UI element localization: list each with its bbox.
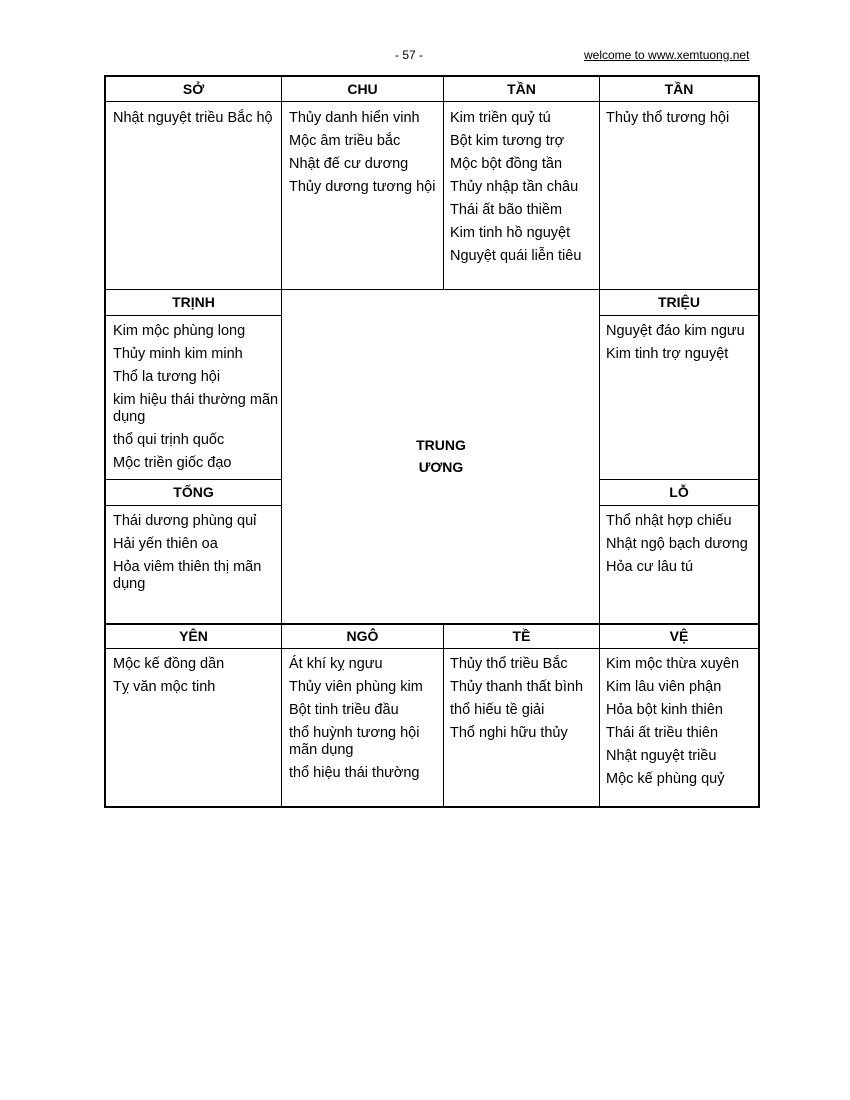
list-item: Thổ la tương hội (113, 369, 221, 385)
row-divider (106, 648, 758, 649)
list-item: thổ hiệu thái thường (289, 765, 420, 781)
list-item: Kim mộc thừa xuyên (606, 656, 740, 672)
list-item: Mộc âm triều bắc (289, 133, 401, 149)
list-item: Thủy thổ tương hội (606, 110, 730, 126)
column-divider (599, 77, 600, 806)
row-divider (106, 505, 281, 506)
list-item: Kim triền quỷ tú (450, 110, 551, 126)
cell-ngo (289, 656, 441, 788)
cell-so (113, 110, 278, 133)
header-te: TỀ (512, 628, 531, 644)
list-item: kim hiệu thái thường mãn dụng (113, 392, 279, 425)
list-item: Thái ất triều thiên (606, 725, 719, 741)
region-table (104, 75, 760, 808)
cell-trieu (606, 323, 751, 369)
list-item: Tỵ văn mộc tinh (113, 679, 216, 695)
list-item: Mộc kế phùng quỷ (606, 771, 725, 787)
cell-chu (289, 110, 441, 202)
cell-tan-1 (450, 110, 598, 271)
list-item: Thủy minh kim minh (113, 346, 243, 362)
header-chu: CHU (347, 81, 378, 97)
column-divider (443, 77, 444, 290)
header-so: SỞ (182, 81, 205, 97)
list-item: Thủy thanh thất bình (450, 679, 584, 695)
list-item: Kim tinh hồ nguyệt (450, 225, 571, 241)
row-divider (599, 505, 758, 506)
header-tong: TỐNG (173, 484, 214, 500)
list-item: Thủy thổ triều Bắc (450, 656, 568, 672)
list-item: Nhật đế cư dương (289, 156, 409, 172)
cell-tan-2 (606, 110, 756, 133)
list-item: Kim tinh trợ nguyệt (606, 346, 729, 362)
header-tan-2: TẦN (664, 81, 694, 97)
list-item: thổ huỳnh tương hội mãn dụng (289, 725, 420, 758)
list-item: Nhật nguyệt triều (606, 748, 717, 764)
header-tan-1: TẦN (507, 81, 536, 97)
list-item: Hải yến thiên oa (113, 536, 218, 552)
row-divider (599, 315, 758, 316)
list-item: Thủy danh hiển vinh (289, 110, 420, 126)
list-item: Hỏa viêm thiên thị mãn dụng (113, 559, 262, 592)
list-item: Nhật ngộ bạch dương (606, 536, 748, 552)
header-ve: VỆ (669, 628, 689, 644)
list-item: Át khí kỵ ngưu (289, 656, 383, 672)
list-item: thổ hiếu tề giải (450, 702, 545, 718)
list-item: Thái dương phùng quỉ (113, 513, 257, 529)
list-item: Bột kim tương trợ (450, 133, 565, 149)
cell-trinh (113, 323, 279, 478)
header-trinh: TRỊNH (172, 294, 215, 310)
list-item: Thủy viên phùng kim (289, 679, 423, 695)
center-line-2: ƯƠNG (418, 459, 464, 475)
list-item: Hỏa cư lâu tú (606, 559, 694, 575)
cell-lo (606, 513, 754, 582)
row-divider (106, 315, 281, 316)
list-item: thổ qui trịnh quốc (113, 432, 225, 448)
list-item: Thủy dương tương hội (289, 179, 436, 195)
cell-te (450, 656, 590, 748)
list-item: Thái ất bão thiềm (450, 202, 563, 218)
list-item: Mộc kế đồng dần (113, 656, 225, 672)
header-lo: LỖ (669, 484, 689, 500)
list-item: Thổ nhật hợp chiếu (606, 513, 732, 529)
center-region-label (283, 434, 599, 478)
list-item: Kim lâu viên phận (606, 679, 722, 695)
list-item: Bột tinh triều đầu (289, 702, 399, 718)
header-trieu: TRIỆU (658, 294, 700, 310)
cell-ve (606, 656, 758, 794)
list-item: Mộc triền giốc đạo (113, 455, 232, 471)
cell-yen (113, 656, 278, 702)
row-divider (106, 101, 758, 102)
list-item: Thủy nhập tần châu (450, 179, 579, 195)
list-item: Kim mộc phùng long (113, 323, 246, 339)
page-number: - 57 - (395, 48, 424, 62)
cell-tong (113, 513, 279, 599)
list-item: Hỏa bột kinh thiên (606, 702, 723, 718)
list-item: Nguyệt đáo kim ngưu (606, 323, 745, 339)
site-link[interactable]: welcome to www.xemtuong.net (584, 48, 750, 62)
column-divider (443, 624, 444, 806)
header-yen: YÊN (179, 628, 208, 644)
list-item: Nguyệt quái liễn tiêu (450, 248, 582, 264)
list-item: Thổ nghi hữu thủy (450, 725, 568, 741)
center-line-1: TRUNG (416, 437, 466, 453)
header-ngo: NGÔ (346, 628, 379, 644)
list-item: Mộc bột đồng tần (450, 156, 563, 172)
column-divider (281, 77, 282, 806)
list-item: Nhật nguyệt triều Bắc hộ (113, 110, 273, 126)
